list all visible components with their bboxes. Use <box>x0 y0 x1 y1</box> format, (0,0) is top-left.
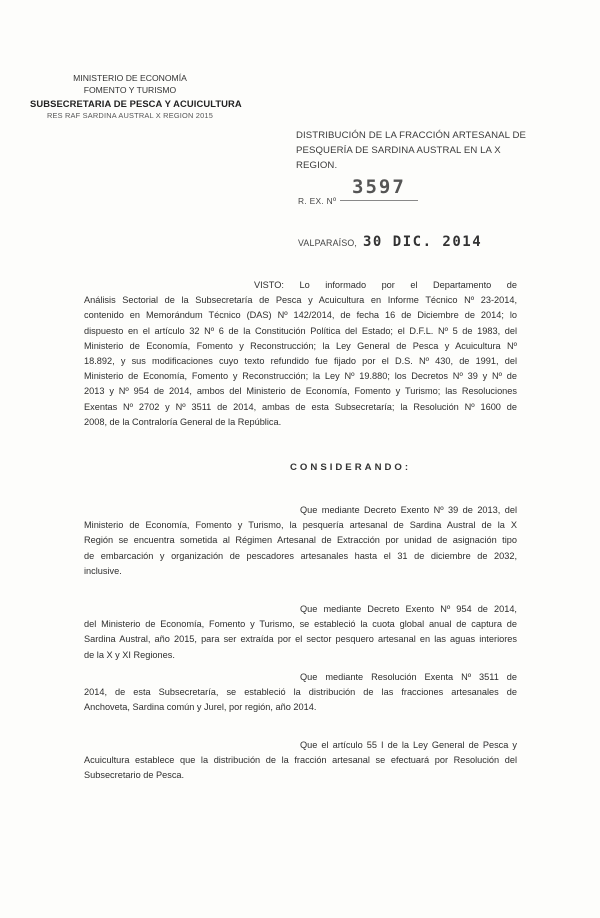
paragraph-line: Ministerio de Economía, Fomento y Turismo, la pesquería artesanal de Sardina Austral de la X <box>84 520 517 531</box>
paragraph-line: Anchoveta, Sardina común y Jurel, por región, año 2014. <box>84 702 317 713</box>
header-file-reference: RES RAF SARDINA AUSTRAL X REGION 2015 <box>46 111 214 120</box>
visto-paragraph <box>84 278 517 430</box>
resolution-underline <box>340 200 418 201</box>
visto-line: Ministerio de Economía, Fomento y Reconstrucción; la Ley General de Pesca y Acuicultura Nº <box>84 340 517 351</box>
visto-line: Exentas Nº 2702 y Nº 3511 de 2014, ambas de esta Subsecretaría; la Resolución Nº 1600 de <box>84 401 517 412</box>
header-ministry-sub: FOMENTO Y TURISMO <box>83 85 177 95</box>
header-ministry: MINISTERIO DE ECONOMÍA <box>73 73 187 83</box>
resolution-number: 3597 <box>352 176 406 198</box>
date-stamp: 30 DIC. 2014 <box>363 234 483 250</box>
paragraph-line: inclusive. <box>84 565 122 576</box>
resolution-label: R. EX. Nº <box>298 196 337 206</box>
visto-line: 2008, de la Contraloría General de la República. <box>84 416 282 427</box>
header-subsecretaria: SUBSECRETARIA DE PESCA Y ACUICULTURA <box>30 98 242 109</box>
considerando-paragraph-4 <box>84 738 517 784</box>
subject-line-2: PESQUERÍA DE SARDINA AUSTRAL EN LA X REGION. <box>296 145 501 171</box>
considerando-paragraph-2 <box>84 602 517 663</box>
place-label: VALPARAÍSO, <box>298 238 358 248</box>
visto-line: Ministerio de Economía, Fomento y Reconstrucción; la Ley Nº 19.880; los Decretos Nº 39 y Nº de <box>84 371 517 382</box>
paragraph-line: Que el artículo 55 I de la Ley General de Pesca y <box>300 740 517 750</box>
visto-line: 18.892, y sus modificaciones cuyo texto refundido fue fijado por el D.S. Nº 430, de 1991, del <box>84 356 517 367</box>
visto-line: VISTO: Lo informado por el Departamento de <box>254 280 517 290</box>
paragraph-line: 2014, de esta Subsecretaría, se estableció la distribución de las fracciones artesanales de <box>84 687 517 698</box>
paragraph-line: del Ministerio de Economía, Fomento y Turismo, se estableció la cuota global anual de captura de <box>84 619 517 630</box>
visto-line: Análisis Sectorial de la Subsecretaría de Pesca y Acuicultura en Informe Técnico Nº 23-2014, <box>84 295 517 306</box>
visto-line: 2013 y Nº 954 de 2014, ambos del Ministerio de Economía, Fomento y Turismo; las Resoluciones <box>84 386 517 397</box>
subject-line-1: DISTRIBUCIÓN DE LA FRACCIÓN ARTESANAL DE <box>296 130 527 141</box>
paragraph-line: Acuicultura establece que la distribución de la fracción artesanal se efectuará por Resolución del <box>84 755 517 766</box>
considerando-paragraph-3 <box>84 670 517 716</box>
visto-line: contenido en Memorándum Técnico (DAS) Nº 142/2014, de fecha 16 de Diciembre de 2014; lo <box>84 310 517 321</box>
paragraph-line: Que mediante Resolución Exenta Nº 3511 de <box>300 672 517 682</box>
paragraph-line: Subsecretario de Pesca. <box>84 770 185 781</box>
considerando-paragraph-1 <box>84 503 517 579</box>
paragraph-line: Que mediante Decreto Exento Nº 39 de 2013, del <box>300 505 517 515</box>
paragraph-line: Que mediante Decreto Exento Nº 954 de 2014, <box>300 604 517 614</box>
visto-line: dispuesto en el artículo 32 Nº 6 de la Constitución Política del Estado; el D.F.L. Nº 5 de 1983, del <box>84 325 517 336</box>
paragraph-line: Sardina Austral, año 2015, para ser extraída por el sector pesquero artesanal en las aguas interiores <box>84 634 517 645</box>
considerando-heading: CONSIDERANDO: <box>290 462 412 473</box>
paragraph-line: de embarcación y organización de pescadores artesanales hasta el 31 de diciembre de 2032, <box>84 550 517 561</box>
paragraph-line: Región se encuentra sometida al Régimen Artesanal de Extracción por unidad de asignación tipo <box>84 535 517 546</box>
paragraph-line: de la X y XI Regiones. <box>84 649 175 660</box>
